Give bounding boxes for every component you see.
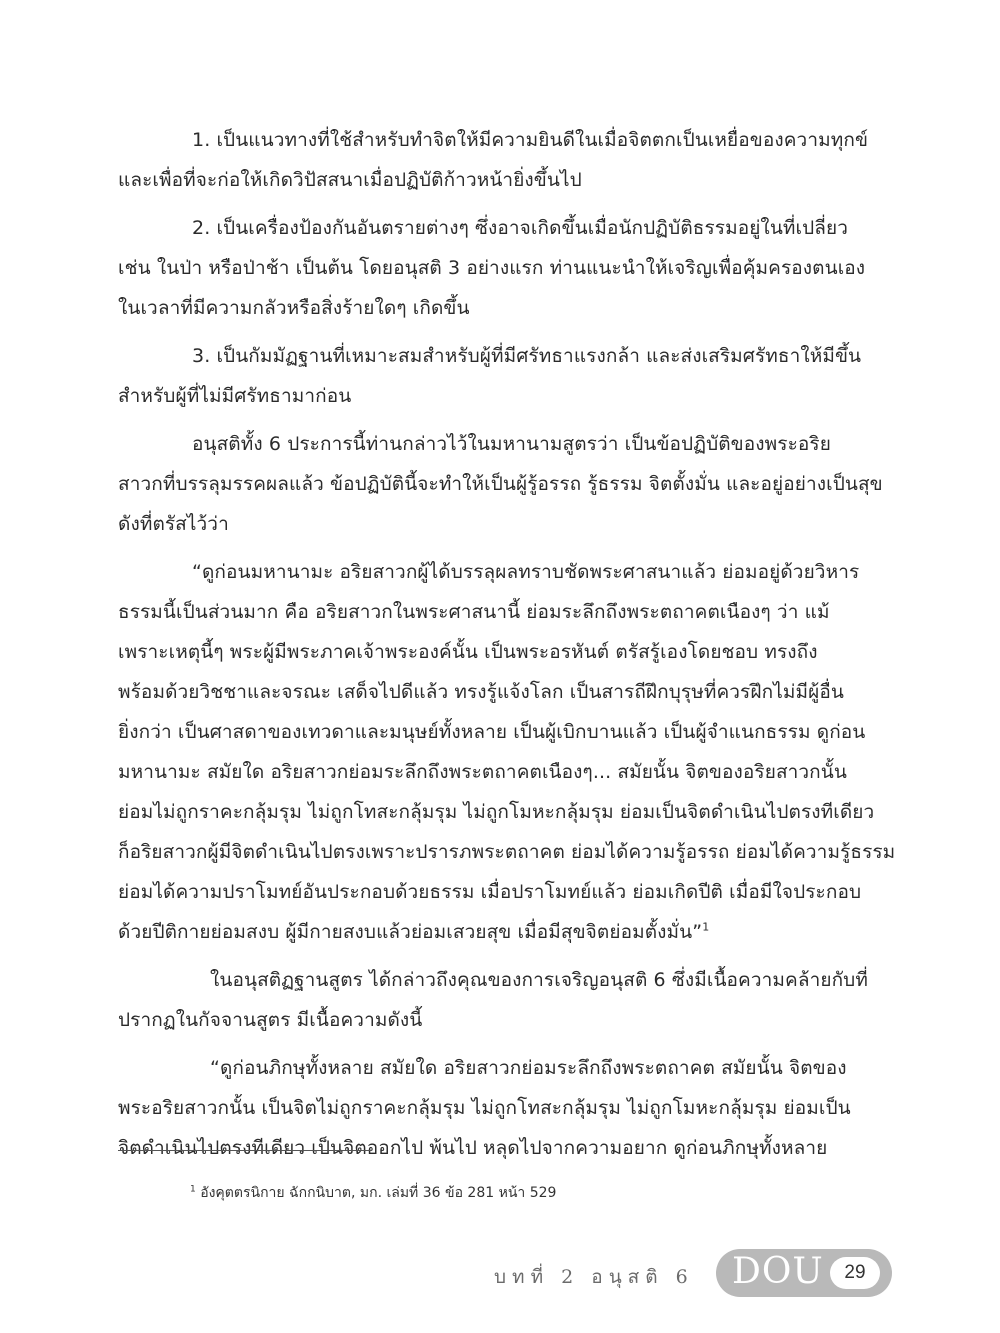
- text-line: ย่อมได้ความปราโมทย์อันประกอบด้วยธรรม เมื่อปราโมทย์แล้ว ย่อมเกิดปีติ เมื่อมีใจประกอบ: [118, 881, 862, 903]
- text-line-content: ด้วยปีติกายย่อมสงบ ผู้มีกายสงบแล้วย่อมเสวยสุข เมื่อมีสุขจิตย่อมตั้งมั่น”: [118, 921, 703, 943]
- paragraph-3: [118, 336, 896, 416]
- text-line: ดังที่ตรัสไว้ว่า: [118, 513, 229, 535]
- dou-logo-badge: [716, 1249, 892, 1297]
- text-line: ในเวลาที่มีความกลัวหรือสิ่งร้ายใดๆ เกิดขึ้น: [118, 297, 470, 319]
- paragraph-1: [118, 120, 896, 200]
- text-line: ก็อริยสาวกผู้มีจิตดำเนินไปตรงเพราะปรารภพระตถาคต ย่อมได้ความรู้อรรถ ย่อมได้ความรู้ธรรม: [118, 841, 896, 863]
- text-line: 3. เป็นกัมมัฏฐานที่เหมาะสมสำหรับผู้ที่มีศรัทธาแรงกล้า และส่งเสริมศรัทธาให้มีขึ้น: [192, 345, 862, 367]
- text-line: และเพื่อที่จะก่อให้เกิดวิปัสสนาเมื่อปฏิบัติก้าวหน้ายิ่งขึ้นไป: [118, 169, 582, 191]
- footnote-marker: 1: [190, 1184, 196, 1195]
- page-number: 29: [830, 1257, 880, 1289]
- footnote-reference[interactable]: 1: [702, 920, 710, 934]
- text-line: มหานามะ สมัยใด อริยสาวกย่อมระลึกถึงพระตถาคตเนืองๆ... สมัยนั้น จิตของอริยสาวกนั้น: [118, 761, 847, 783]
- dou-logo: DOU: [732, 1251, 824, 1292]
- text-line: เพราะเหตุนี้ๆ พระผู้มีพระภาคเจ้าพระองค์นั้น เป็นพระอรหันต์ ตรัสรู้เองโดยชอบ ทรงถึง: [118, 641, 818, 663]
- text-line: ยิ่งกว่า เป็นศาสดาของเทวดาและมนุษย์ทั้งหลาย เป็นผู้เบิกบานแล้ว เป็นผู้จำแนกธรรม ดูก่อน: [118, 721, 866, 743]
- chapter-title: บทที่ 2 อนุสติ 6: [494, 1266, 694, 1288]
- text-line: [118, 912, 896, 952]
- text-line: “ดูก่อนมหานามะ อริยสาวกผู้ได้บรรลุผลทราบชัดพระศาสนาแล้ว ย่อมอยู่ด้วยวิหาร: [192, 561, 860, 583]
- text-line: 1. เป็นแนวทางที่ใช้สำหรับทำจิตให้มีความยินดีในเมื่อจิตตกเป็นเหยื่อของความทุกข์: [192, 129, 869, 151]
- text-line: ในอนุสติฏฐานสูตร ได้กล่าวถึงคุณของการเจริญอนุสติ 6 ซึ่งมีเนื้อความคล้ายกับที่: [210, 969, 868, 991]
- footnote-divider: [118, 1150, 372, 1151]
- text-line: พร้อมด้วยวิชชาและจรณะ เสด็จไปดีแล้ว ทรงรู้แจ้งโลก เป็นสารถีฝึกบุรุษที่ควรฝึกไม่มีผู้อื่น: [118, 681, 844, 703]
- text-line: ปรากฏในกัจจานสูตร มีเนื้อความดังนี้: [118, 1009, 423, 1031]
- text-line: สาวกที่บรรลุมรรคผลแล้ว ข้อปฏิบัตินี้จะทำให้เป็นผู้รู้อรรถ รู้ธรรม จิตตั้งมั่น และอยู่อย่างเป็นสุข: [118, 473, 883, 495]
- footnote-text: อังคุตตรนิกาย ฉักกนิบาต, มก. เล่มที่ 36 ข้อ 281 หน้า 529: [200, 1185, 557, 1201]
- footnote: [190, 1182, 556, 1204]
- text-line: อนุสติทั้ง 6 ประการนี้ท่านกล่าวไว้ในมหานามสูตรว่า เป็นข้อปฏิบัติของพระอริย: [192, 433, 831, 455]
- text-line: ย่อมไม่ถูกราคะกลุ้มรุม ไม่ถูกโทสะกลุ้มรุม ไม่ถูกโมหะกลุ้มรุม ย่อมเป็นจิตดำเนินไปตรงทีเดียว: [118, 801, 875, 823]
- text-line: 2. เป็นเครื่องป้องกันอันตรายต่างๆ ซึ่งอาจเกิดขึ้นเมื่อนักปฏิบัติธรรมอยู่ในที่เปลี่ยว: [192, 217, 849, 239]
- text-line: เช่น ในป่า หรือป่าช้า เป็นต้น โดยอนุสติ 3 อย่างแรก ท่านแนะนำให้เจริญเพื่อคุ้มครองตนเอง: [118, 257, 866, 279]
- paragraph-6: [118, 960, 896, 1040]
- paragraph-5-quote: [118, 552, 896, 952]
- paragraph-4: [118, 424, 896, 544]
- text-line: พระอริยสาวกนั้น เป็นจิตไม่ถูกราคะกลุ้มรุม ไม่ถูกโทสะกลุ้มรุม ไม่ถูกโมหะกลุ้มรุม ย่อมเป็น: [118, 1097, 851, 1119]
- text-line: สำหรับผู้ที่ไม่มีศรัทธามาก่อน: [118, 385, 352, 407]
- main-text: [118, 120, 896, 1176]
- text-line: ธรรมนี้เป็นส่วนมาก คือ อริยสาวกในพระศาสนานี้ ย่อมระลึกถึงพระตถาคตเนืองๆ ว่า แม้: [118, 601, 830, 623]
- text-line: “ดูก่อนภิกษุทั้งหลาย สมัยใด อริยสาวกย่อมระลึกถึงพระตถาคต สมัยนั้น จิตของ: [210, 1057, 847, 1079]
- text-line: จิตดำเนินไปตรงทีเดียว เป็นจิตออกไป พ้นไป หลุดไปจากความอยาก ดูก่อนภิกษุทั้งหลาย: [118, 1137, 828, 1159]
- paragraph-2: [118, 208, 896, 328]
